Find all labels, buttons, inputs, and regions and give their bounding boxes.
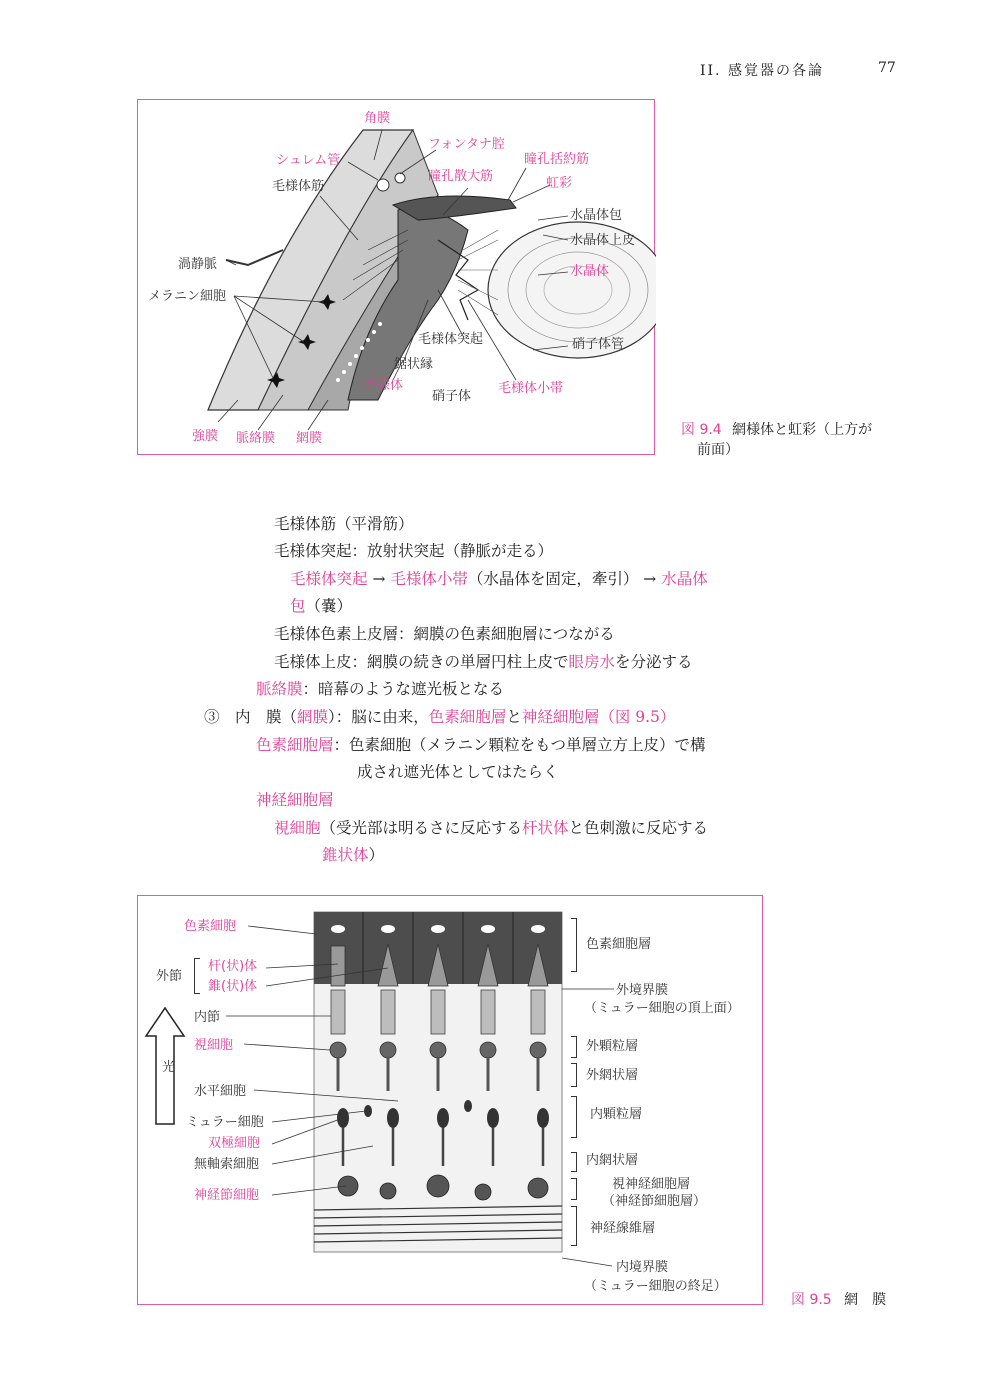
label-vitreous: 硝子体: [432, 389, 472, 404]
caption-text: 網様体と虹彩（上方が: [732, 422, 873, 438]
label-bipolar: 双極細胞: [208, 1136, 261, 1151]
label-choroid: 脈絡膜: [236, 431, 276, 446]
label-ciliary-body: 毛様体: [364, 378, 404, 393]
label-ilm: 内境界膜: [616, 1260, 669, 1275]
body-line-10: 成され遮光体としてはたらく: [357, 763, 559, 781]
label-cone: 錐(状)体: [208, 979, 258, 994]
caption-text-cont: 前面）: [697, 442, 739, 458]
label-dilator: 瞳孔散大筋: [428, 169, 494, 184]
label-retina: 網膜: [296, 431, 323, 446]
body-line-4: 包（嚢）: [290, 597, 353, 615]
label-inner-segment: 内節: [194, 1010, 221, 1025]
body-line-8: ③ 内 膜（網膜）：脳に由来，色素細胞層と神経細胞層（図 9.5）: [204, 708, 676, 726]
label-fontana: フォンタナ腔: [428, 137, 505, 152]
caption-number: 図 9.5: [791, 1292, 832, 1308]
label-schlemm: シュレム管: [276, 153, 341, 168]
figure-9-5-frame: [137, 895, 763, 1305]
body-line-11: 神経細胞層: [256, 791, 334, 809]
brace-ipl: [571, 1152, 577, 1172]
figure-9-5-caption: [791, 1290, 886, 1310]
label-photoreceptor: 視細胞: [194, 1038, 234, 1053]
body-line-2: 毛様体突起：放射状突起（静脈が走る）: [274, 542, 554, 560]
label-lens: 水晶体: [570, 264, 610, 279]
label-amacrine: 無軸索細胞: [194, 1157, 260, 1172]
label-cornea: 角膜: [364, 111, 391, 126]
label-zonule: 毛様体小帯: [498, 381, 564, 396]
body-line-1: 毛様体筋（平滑筋）: [274, 515, 414, 533]
body-line-9: 色素細胞層：色素細胞（メラニン顆粒をもつ単層立方上皮）で構: [256, 736, 706, 754]
brace-gcl: [571, 1178, 577, 1200]
label-muller: ミュラー細胞: [186, 1115, 264, 1130]
body-line-3: 毛様体突起 → 毛様体小帯（水晶体を固定，牽引） → 水晶体: [290, 570, 708, 588]
label-ganglion: 神経節細胞: [194, 1188, 260, 1203]
retina-layers-illustration: [138, 896, 764, 1306]
body-line-6: 毛様体上皮：網膜の続きの単層円柱上皮で眼房水を分泌する: [274, 653, 693, 671]
label-onl: 外顆粒層: [586, 1039, 639, 1054]
label-nfl: 神経線維層: [590, 1221, 656, 1236]
label-horizontal: 水平細胞: [194, 1084, 247, 1099]
figure-9-4-frame: [137, 99, 655, 455]
label-ciliary-process: 毛様体突起: [418, 332, 484, 347]
brace-inl: [571, 1096, 577, 1138]
label-outer-segment: 外節: [156, 969, 183, 984]
label-vitreous-canal: 硝子体管: [572, 337, 625, 352]
label-rod: 杆(状)体: [208, 959, 258, 974]
label-ilm-note: （ミュラー細胞の終足）: [584, 1279, 727, 1294]
label-melanin: メラニン細胞: [148, 289, 227, 304]
body-line-12: 視細胞（受光部は明るさに反応する杆状体と色刺激に反応する: [274, 819, 709, 837]
label-ciliary-muscle: 毛様体筋: [272, 179, 325, 194]
brace-opl: [571, 1063, 577, 1087]
body-line-5: 毛様体色素上皮層：網膜の色素細胞層につながる: [274, 625, 615, 643]
brace-pigment-layer: [571, 918, 577, 972]
label-ora-serrata: 鋸状縁: [394, 357, 434, 372]
chapter-title: II. 感覚器の各論: [700, 63, 824, 79]
label-inl: 内顆粒層: [590, 1107, 643, 1122]
label-sphincter: 瞳孔括約筋: [524, 152, 590, 167]
label-olm: 外境界膜: [616, 983, 669, 998]
label-light: 光: [162, 1060, 176, 1075]
label-gcl: 視神経細胞層: [612, 1177, 691, 1192]
brace-nfl: [571, 1206, 577, 1246]
label-lens-capsule: 水晶体包: [570, 208, 623, 223]
body-line-7: 脈絡膜：暗幕のような遮光板となる: [256, 680, 505, 698]
label-pigment-layer: 色素細胞層: [586, 937, 652, 952]
running-header: [700, 60, 824, 80]
label-ipl: 内網状層: [586, 1153, 639, 1168]
label-gcl-note: （神経節細胞層）: [602, 1194, 707, 1209]
body-line-13: 錐状体）: [322, 846, 385, 864]
label-olm-note: （ミュラー細胞の頂上面）: [584, 1001, 740, 1016]
label-lens-epithelium: 水晶体上皮: [570, 233, 636, 248]
label-pigment-cell: 色素細胞: [184, 919, 237, 934]
brace-onl: [571, 1036, 577, 1058]
label-opl: 外網状層: [586, 1068, 639, 1083]
label-sclera: 強膜: [192, 429, 219, 444]
label-vortex-vein: 渦静脈: [178, 257, 218, 272]
figure-9-4-caption: [681, 420, 911, 460]
outer-segment-brace: [194, 958, 200, 994]
label-iris: 虹彩: [546, 176, 573, 191]
caption-text: 網 膜: [844, 1292, 887, 1308]
caption-number: 図 9.4: [681, 422, 722, 438]
page-number: 77: [878, 60, 896, 76]
